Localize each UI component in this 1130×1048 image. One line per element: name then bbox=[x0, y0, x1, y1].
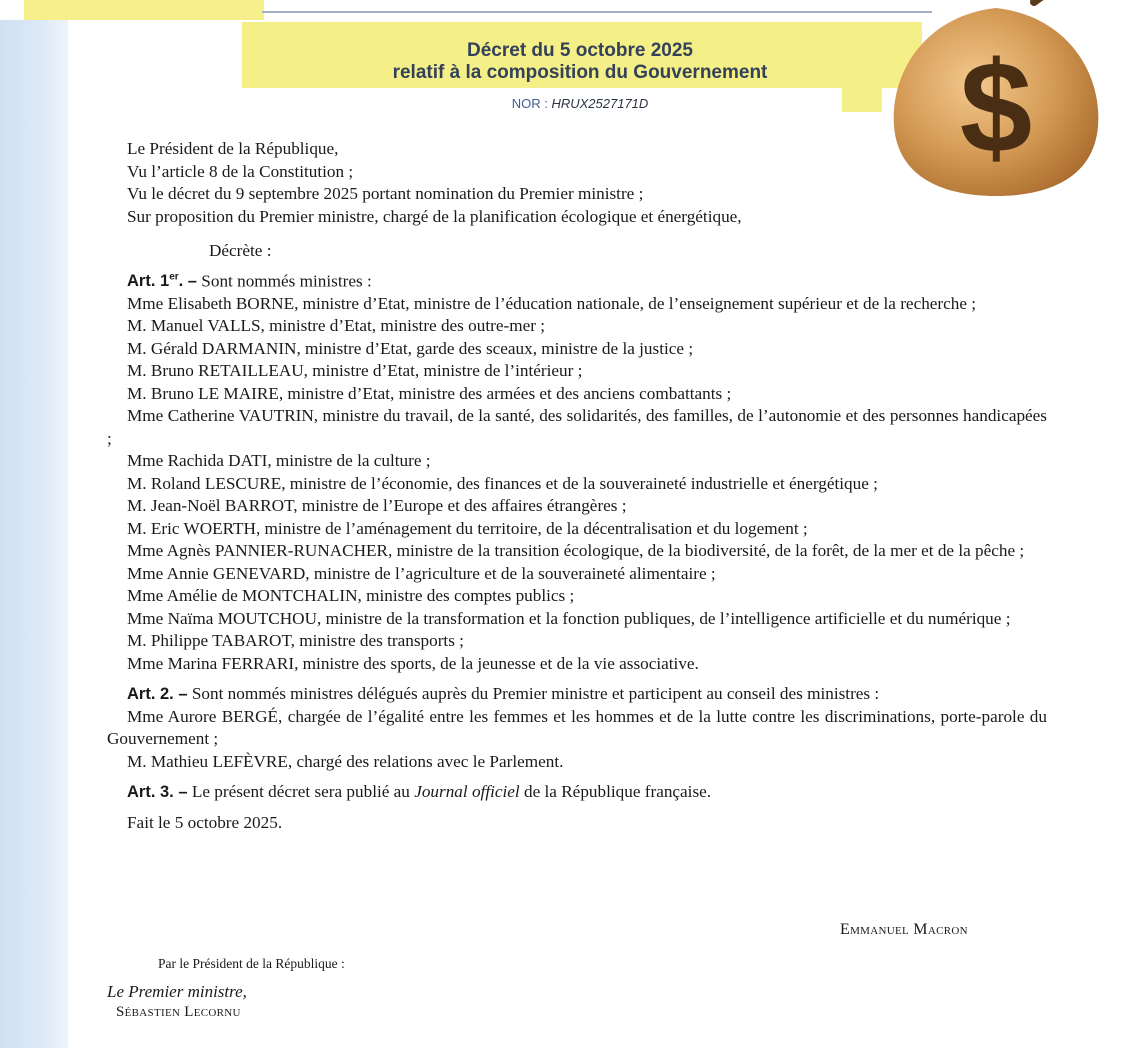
preamble-line: Vu l’article 8 de la Constitution ; bbox=[127, 161, 354, 181]
minister-entry: Mme Catherine VAUTRIN, ministre du travail, de la santé, des solidarités, des familles, de l’autonomie et des personnes handicapées ; bbox=[107, 406, 1047, 448]
nor-value: HRUX2527171D bbox=[551, 96, 649, 111]
minister-entry: Mme Amélie de MONTCHALIN, ministre des comptes publics ; bbox=[127, 586, 575, 605]
article-1-list bbox=[107, 293, 1047, 676]
preamble-line: Vu le décret du 9 septembre 2025 portant nomination du Premier ministre ; bbox=[127, 184, 644, 203]
article-3-text-after: de la République française. bbox=[524, 782, 712, 801]
minister-entry: M. Bruno RETAILLEAU, ministre d’Etat, ministre de l’intérieur ; bbox=[127, 361, 583, 380]
minister-entry: Mme Elisabeth BORNE, ministre d’Etat, ministre de l’éducation nationale, de l’enseignement supérieur et de la recherche ; bbox=[127, 293, 977, 313]
preamble-line: Sur proposition du Premier ministre, chargé de la planification écologique et énergétique, bbox=[127, 206, 742, 226]
minister-entry: Mme Rachida DATI, ministre de la culture ; bbox=[127, 451, 431, 470]
minister-entry: Mme Naïma MOUTCHOU, ministre de la transformation et la fonction publiques, de l’intelligence artificielle et du numérique ; bbox=[127, 608, 1011, 628]
minister-entry: M. Eric WOERTH, ministre de l’aménagement du territoire, de la décentralisation et du logement ; bbox=[127, 518, 808, 538]
decrete-heading: Décrète : bbox=[209, 241, 272, 260]
title-line-2: relatif à la composition du Gouvernement bbox=[392, 62, 768, 83]
minister-entry: M. Jean-Noël BARROT, ministre de l’Europe et des affaires étrangères ; bbox=[127, 496, 627, 515]
decree-body bbox=[107, 138, 1047, 834]
minister-entry: M. Philippe TABAROT, ministre des transports ; bbox=[127, 631, 464, 650]
minister-entry: M. Mathieu LEFÈVRE, chargé des relations avec le Parlement. bbox=[127, 751, 564, 771]
minister-entry: Mme Annie GENEVARD, ministre de l’agriculture et de la souveraineté alimentaire ; bbox=[127, 563, 716, 583]
article-3-heading bbox=[107, 781, 1047, 804]
minister-entry: Mme Aurore BERGÉ, chargée de l’égalité entre les femmes et les hommes et de la lutte contre les discriminations, porte-parole du Gouvernement ; bbox=[107, 706, 1047, 748]
article-3-text-before: Le présent décret sera publié au bbox=[191, 782, 410, 801]
minister-entry: M. Manuel VALLS, ministre d’Etat, ministre des outre-mer ; bbox=[127, 316, 546, 335]
nor-reference bbox=[380, 96, 780, 111]
article-3-label: Art. 3. – bbox=[127, 783, 188, 801]
article-1-label: Art. 1er. – bbox=[127, 271, 197, 290]
fait-le: Fait le 5 octobre 2025. bbox=[127, 812, 283, 832]
minister-entry: M. Roland LESCURE, ministre de l’économie, des finances et de la souveraineté industrielle et énergétique ; bbox=[127, 473, 878, 493]
article-2-label: Art. 2. – bbox=[127, 685, 188, 703]
dollar-symbol: $ bbox=[959, 34, 1033, 180]
article-2-list bbox=[107, 706, 1047, 774]
nor-label: NOR : bbox=[511, 96, 548, 111]
left-margin-strip bbox=[0, 0, 68, 1048]
par-le-president: Par le Président de la République : bbox=[158, 956, 345, 971]
minister-entry: Mme Agnès PANNIER-RUNACHER, ministre de la transition écologique, de la biodiversité, de la forêt, de la mer et de la pêche ; bbox=[127, 541, 1025, 560]
prime-minister-name: Sébastien Lecornu bbox=[116, 1004, 241, 1020]
minister-entry: Mme Marina FERRARI, ministre des sports, de la jeunesse et de la vie associative. bbox=[127, 653, 699, 673]
article-1-heading bbox=[107, 267, 1047, 293]
president-signature: Emmanuel Macron bbox=[840, 921, 968, 938]
top-rule bbox=[262, 11, 932, 13]
article-2-text: Sont nommés ministres délégués auprès du Premier ministre et participent au conseil des ministres : bbox=[191, 684, 880, 703]
preamble-line: Le Président de la République, bbox=[127, 139, 339, 158]
title-line-1: Décret du 5 octobre 2025 bbox=[467, 40, 693, 61]
nor-highlight bbox=[842, 86, 882, 112]
minister-entry: M. Bruno LE MAIRE, ministre d’Etat, ministre des armées et des anciens combattants ; bbox=[127, 383, 732, 403]
prime-minister-title: Le Premier ministre, bbox=[107, 982, 247, 1001]
money-bag-icon bbox=[884, 0, 1108, 198]
minister-entry: M. Gérald DARMANIN, ministre d’Etat, garde des sceaux, ministre de la justice ; bbox=[127, 338, 694, 358]
article-2-heading bbox=[107, 683, 1047, 706]
decree-title bbox=[300, 40, 860, 84]
top-highlight-fragment bbox=[24, 0, 264, 20]
article-1-text: Sont nommés ministres : bbox=[201, 271, 372, 290]
journal-officiel: Journal officiel bbox=[414, 782, 520, 801]
